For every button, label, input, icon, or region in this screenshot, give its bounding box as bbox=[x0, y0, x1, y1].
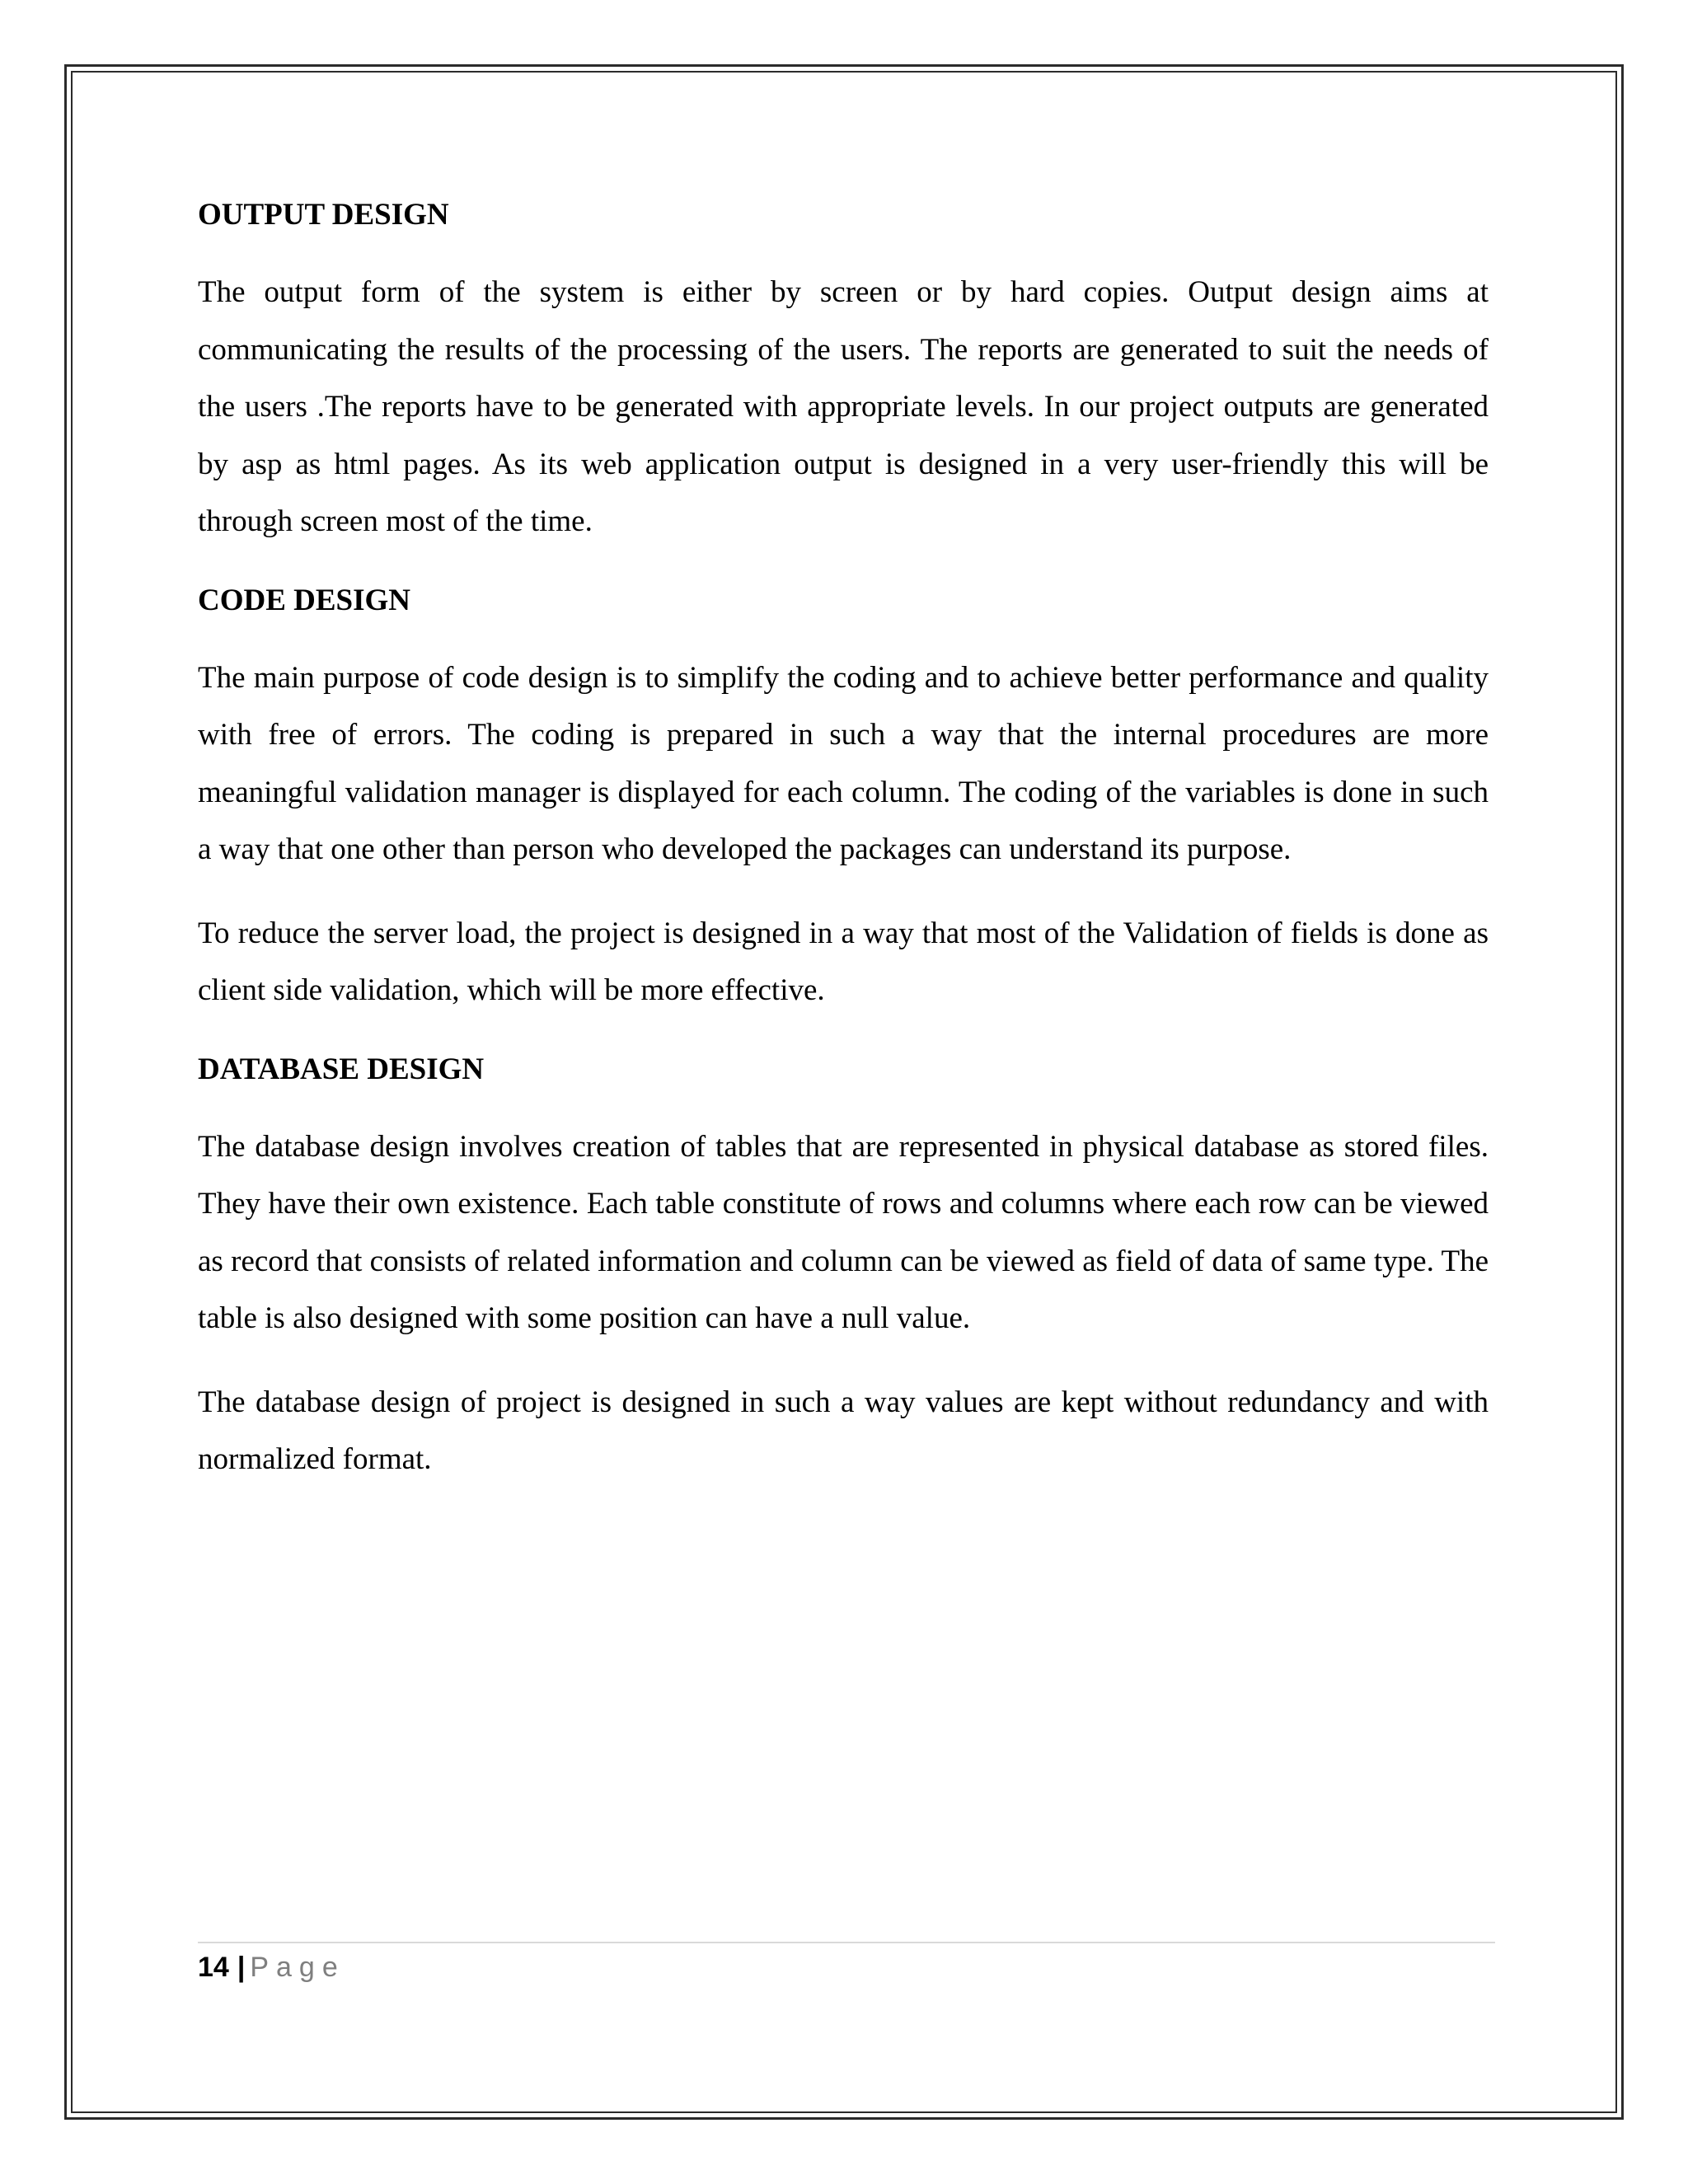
paragraph: The database design of project is designed in such a way values are kept without redundancy and with normalized format. bbox=[198, 1385, 1489, 1476]
footer-separator: | bbox=[237, 1952, 246, 1983]
page-label: Page bbox=[250, 1952, 345, 1983]
section-heading: DATABASE DESIGN bbox=[198, 1052, 485, 1086]
page-number: 14 bbox=[198, 1952, 229, 1983]
section-output-design bbox=[198, 191, 1489, 551]
section-database-design bbox=[198, 1046, 1489, 1488]
page-footer bbox=[198, 1948, 345, 1986]
paragraph: To reduce the server load, the project is designed in a way that most of the Validation of fields is done as client side validation, which will be more effective. bbox=[198, 916, 1489, 1007]
paragraph: The output form of the system is either by screen or by hard copies. Output design aims at communicating the results of the processing of the users. The reports are generated to suit the needs of the users .The reports have to be generated with appropriate levels. In our project outputs are generated by asp as html pages. As its web application output is designed in a very user-friendly this will be through screen most of the time. bbox=[198, 275, 1489, 538]
section-code-design bbox=[198, 577, 1489, 1019]
paragraph: The main purpose of code design is to simplify the coding and to achieve better performance and quality with free of errors. The coding is prepared in such a way that the internal procedures are more meaningful validation manager is displayed for each column. The coding of the variables is done in such a way that one other than person who developed the packages can understand its purpose. bbox=[198, 660, 1489, 866]
footer-divider bbox=[198, 1942, 1495, 1943]
document-body bbox=[198, 191, 1489, 1515]
paragraph: The database design involves creation of tables that are represented in physical database as stored files. They have their own existence. Each table constitute of rows and columns where each row can be viewed as record that consists of related information and column can be viewed as field of data of same type. The table is also designed with some position can have a null value. bbox=[198, 1129, 1489, 1335]
section-heading: OUTPUT DESIGN bbox=[198, 198, 449, 232]
section-heading: CODE DESIGN bbox=[198, 583, 411, 617]
